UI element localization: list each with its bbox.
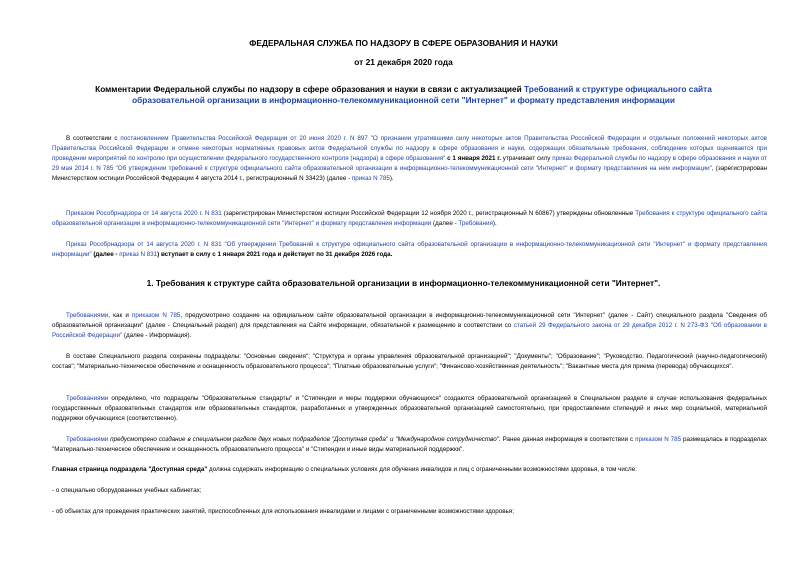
- paragraph-4: Требованиями, как и приказом N 785, предусмотрено создание на официальном сайте образовательной организации в информационно-телекоммуникационной сети "Интернет" (далее - Сайт) специального раздела "Сведения об образовательной организации" (далее - Специальный раздел) для представления на Сайте информации, обязательной к размещению в соответствии со статьей 29 Федерального закона от 29 декабря 2012 г. N 273-ФЗ "Об образовании в Российской Федерации" (далее - Информация).: [52, 312, 767, 340]
- document-date: от 21 декабря 2020 года: [354, 57, 453, 67]
- paragraph-1: В соответствии с постановлением Правительства Российской Федерации от 20 июня 2020 г. N 897 "О признании утратившими силу некоторых актов Правительства Российской Федерации и отдельных положений некоторых актов Правительства Российской Федерации и отмене некоторых нормативных правовых актов Федеральной службы по надзору в сфере образования и науки, содержащих обязательные требования, соблюдение которых оценивается при проведении мероприятий по контролю при осуществлении федерального государственного контроля (надзора) в сфере образования" с 1 января 2021 г. утрачивает силу приказ Федеральной службы по надзору в сфере образования и науки от 29 мая 2014 г. N 785 "Об утверждении требований к структуре официального сайта образовательной организации в информационно-телекоммуникационной сети "Интернет" и формату представления на нем информации", (зарегистрирован Министерством юстиции Российской Федерации 4 августа 2014 г., регистрационный N 33423) (далее - приказ N 785).: [52, 135, 767, 183]
- requirements-link-2[interactable]: Требованиями: [66, 312, 109, 319]
- order-785-link-2[interactable]: приказом N 785: [131, 312, 181, 319]
- paragraph-7: Требованиями предусмотрено создание в специальном разделе двух новых подразделов "Доступная среда" и "Международное сотрудничество". Ранее данная информация в соответствии с приказом N 785 размещалась в подразделах "Материально-техническое обеспечение и оснащенность образовательного процесса" и "Стипендии и иные виды материальной поддержки".: [52, 436, 767, 454]
- paragraph-10: - об объектах для проведения практических занятий, приспособленных для использования инвалидами и лицами с ограниченными возможностями здоровья;: [52, 508, 514, 515]
- requirements-short-link[interactable]: Требования: [458, 220, 493, 228]
- order-785-link-3[interactable]: приказом N 785: [635, 436, 682, 443]
- requirements-link-4[interactable]: Требованиями: [66, 436, 109, 443]
- order-785-link[interactable]: приказ Федеральной службы по надзору в сфере образования и науки от 29 мая 2014 г. N 785 "Об утверждении требований к структуре официального сайта образовательной организации в информационно-телекоммуникационной сети "Интернет" и формату представления на нем информации": [52, 155, 767, 173]
- order-785-short-link[interactable]: приказ N 785: [351, 175, 390, 183]
- order-831-link[interactable]: Приказом Рособрнадзора от 14 августа 2020 г. N 831: [66, 210, 222, 217]
- order-831-full-link[interactable]: Приказ Рособрнадзора от 14 августа 2020 г. N 831 "Об утверждении Требований к структуре официального сайта образовательной организации в информационно-телекоммуникационной сети "Интернет" и формату представления информации": [52, 241, 767, 259]
- paragraph-3: Приказ Рособрнадзора от 14 августа 2020 г. N 831 "Об утверждении Требований к структуре официального сайта образовательной организации в информационно-телекоммуникационной сети "Интернет" и формату представления информации" (далее - приказ N 831) вступает в силу с 1 января 2021 года и действует по 31 декабря 2026 года.: [52, 241, 767, 259]
- section-1-title: 1. Требования к структуре сайта образовательной организации в информационно-телекоммуникационной сети "Интернет".: [146, 278, 661, 288]
- agency-header: ФЕДЕРАЛЬНАЯ СЛУЖБА ПО НАДЗОРУ В СФЕРЕ ОБРАЗОВАНИЯ И НАУКИ: [249, 38, 558, 48]
- document-title: [60, 84, 747, 106]
- paragraph-2: Приказом Рособрнадзора от 14 августа 2020 г. N 831 (зарегистрирован Министерством юстиции Российской Федерации 12 ноября 2020 г., регистрационный N 60867) утверждены обновленные Требования к структуре официального сайта образовательной организации в информационно-телекоммуникационной сети "Интернет" и формату представления информации (далее - Требования).: [52, 210, 767, 228]
- requirements-link-3[interactable]: Требованиями: [66, 395, 109, 402]
- resolution-897-link[interactable]: постановлением Правительства Российской Федерации от 20 июня 2020 г. N 897 "О признании утратившими силу некоторых актов Правительства Российской Федерации и отдельных положений некоторых актов Правительства Российской Федерации и отмене некоторых нормативных правовых актов Федеральной службы по надзору в сфере образования и науки, содержащих обязательные требования, соблюдение которых оценивается при проведении мероприятий по контролю при осуществлении федерального государственного контроля (надзора) в сфере образования": [52, 135, 767, 163]
- paragraph-6: Требованиями определено, что подразделы "Образовательные стандарты" и "Стипендии и меры поддержки обучающихся" создаются образовательной организацией в Специальном разделе в случае использования федеральных государственных образовательных стандартов или образовательных стандартов, разработанных и утвержденных образовательной организацией самостоятельно, при предоставлении стипендий и иных мер социальной, материальной поддержки обучающихся (соответственно).: [52, 395, 767, 423]
- order-831-short-link[interactable]: приказ N 831: [119, 251, 158, 259]
- requirements-link[interactable]: Требования к структуре официального сайта образовательной организации в информационно-телекоммуникационной сети "Интернет" и формату представления информации: [52, 210, 767, 228]
- paragraph-5: В составе Специального раздела сохранены подразделы: "Основные сведения"; "Структура и органы управления образовательной организацией"; "Документы"; "Образование"; "Руководство. Педагогический (научно-педагогический) состав"; "Материально-техническое обеспечение и оснащенность образовательного процесса"; "Платные образовательные услуги"; "Финансово-хозяйственная деятельность"; "Вакантные места для приема (перевода) обучающихся".: [52, 353, 767, 371]
- paragraph-9: - о специально оборудованных учебных кабинетах;: [52, 487, 202, 494]
- paragraph-8: Главная страница подраздела "Доступная среда" должна содержать информацию о специальных условиях для обучения инвалидов и лиц с ограниченными возможностями здоровья, в том числе:: [52, 466, 637, 473]
- title-lead: Комментарии Федеральной службы по надзору в сфере образования и науки в связи с актуализацией: [95, 84, 525, 94]
- title-requirements-link[interactable]: Требований к структуре официального сайта образовательной организации в информационно-телекоммуникационной сети "Интернет" и формату представления информации: [132, 84, 712, 105]
- law-273-article-29-link[interactable]: статьей 29 Федерального закона от 29 декабря 2012 г. N 273-ФЗ "Об образовании в Российской Федерации": [52, 322, 767, 340]
